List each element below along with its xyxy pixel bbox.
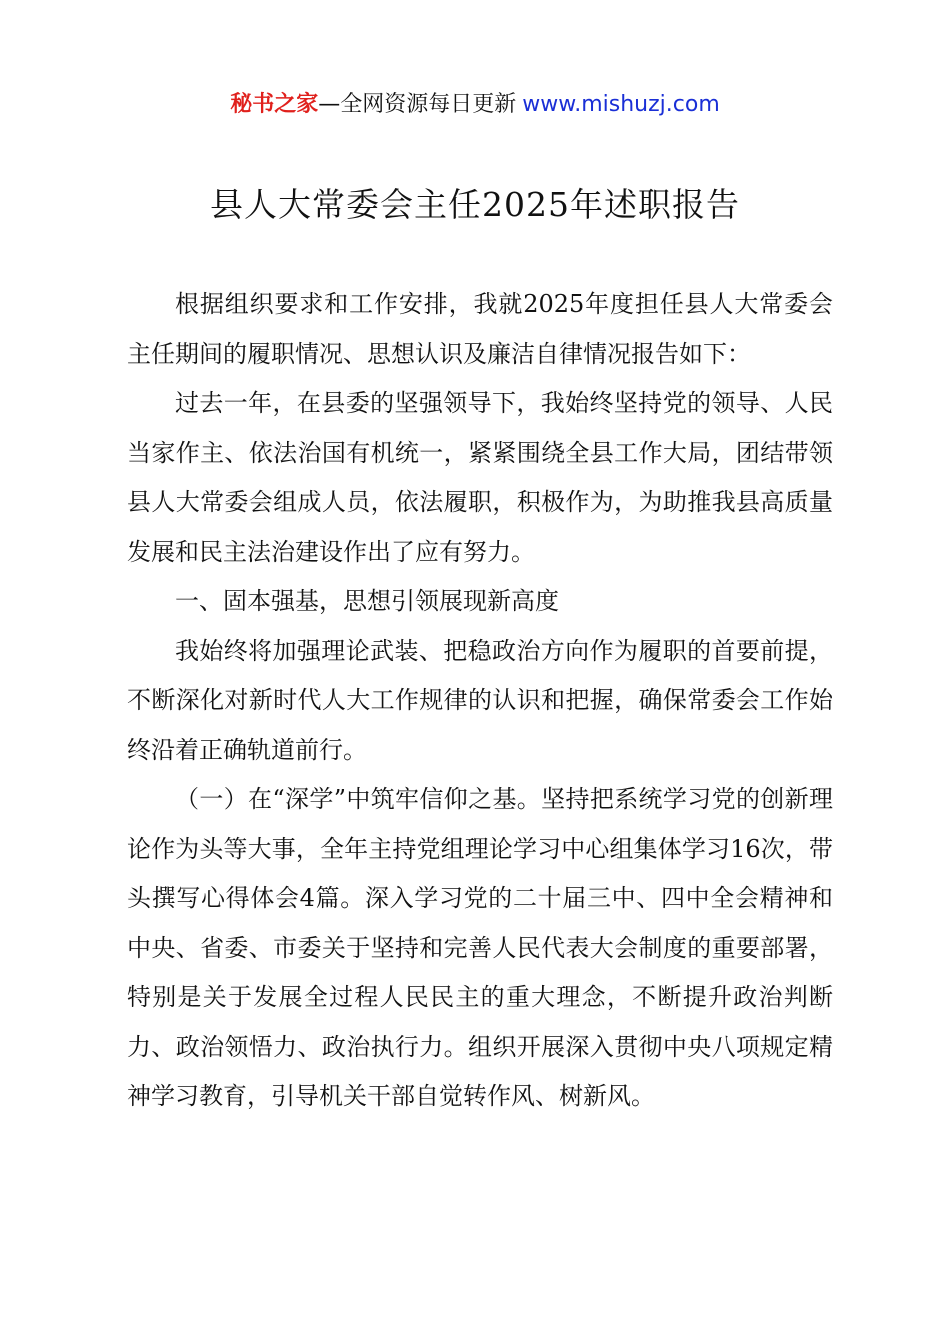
section-intro-paragraph: 我始终将加强理论武装、把稳政治方向作为履职的首要前提，不断深化对新时代人大工作规律的认识和把握，确保常委会工作始终沿着正确轨道前行。 — [127, 636, 833, 764]
site-banner — [0, 88, 950, 122]
brand-name: 秘书之家 — [230, 92, 319, 117]
banner-slogan: —全网资源每日更新 — [318, 92, 517, 117]
document-body — [127, 280, 833, 1122]
site-url-link[interactable]: www.mishuzj.com — [522, 92, 720, 117]
intro-paragraph: 根据组织要求和工作安排，我就2025年度担任县人大常委会主任期间的履职情况、思想认识及廉洁自律情况报告如下： — [127, 290, 833, 368]
section-heading: 一、固本强基，思想引领展现新高度 — [175, 587, 559, 615]
document-title: 县人大常委会主任2025年述职报告 — [210, 185, 740, 224]
subsection-paragraph: （一）在“深学”中筑牢信仰之基。坚持把系统学习党的创新理论作为头等大事，全年主持党组理论学习中心组集体学习16次，带头撰写心得体会4篇。深入学习党的二十届三中、四中全会精神和中央、省委、市委关于坚持和完善人民代表大会制度的重要部署，特别是关于发展全过程人民民主的重大理念，不断提升政治判断力、政治领悟力、政治执行力。组织开展深入贯彻中央八项规定精神学习教育，引导机关干部自觉转作风、树新风。 — [127, 785, 833, 1110]
overview-paragraph: 过去一年，在县委的坚强领导下，我始终坚持党的领导、人民当家作主、依法治国有机统一，紧紧围绕全县工作大局，团结带领县人大常委会组成人员，依法履职，积极作为，为助推我县高质量发展和民主法治建设作出了应有努力。 — [127, 389, 833, 566]
